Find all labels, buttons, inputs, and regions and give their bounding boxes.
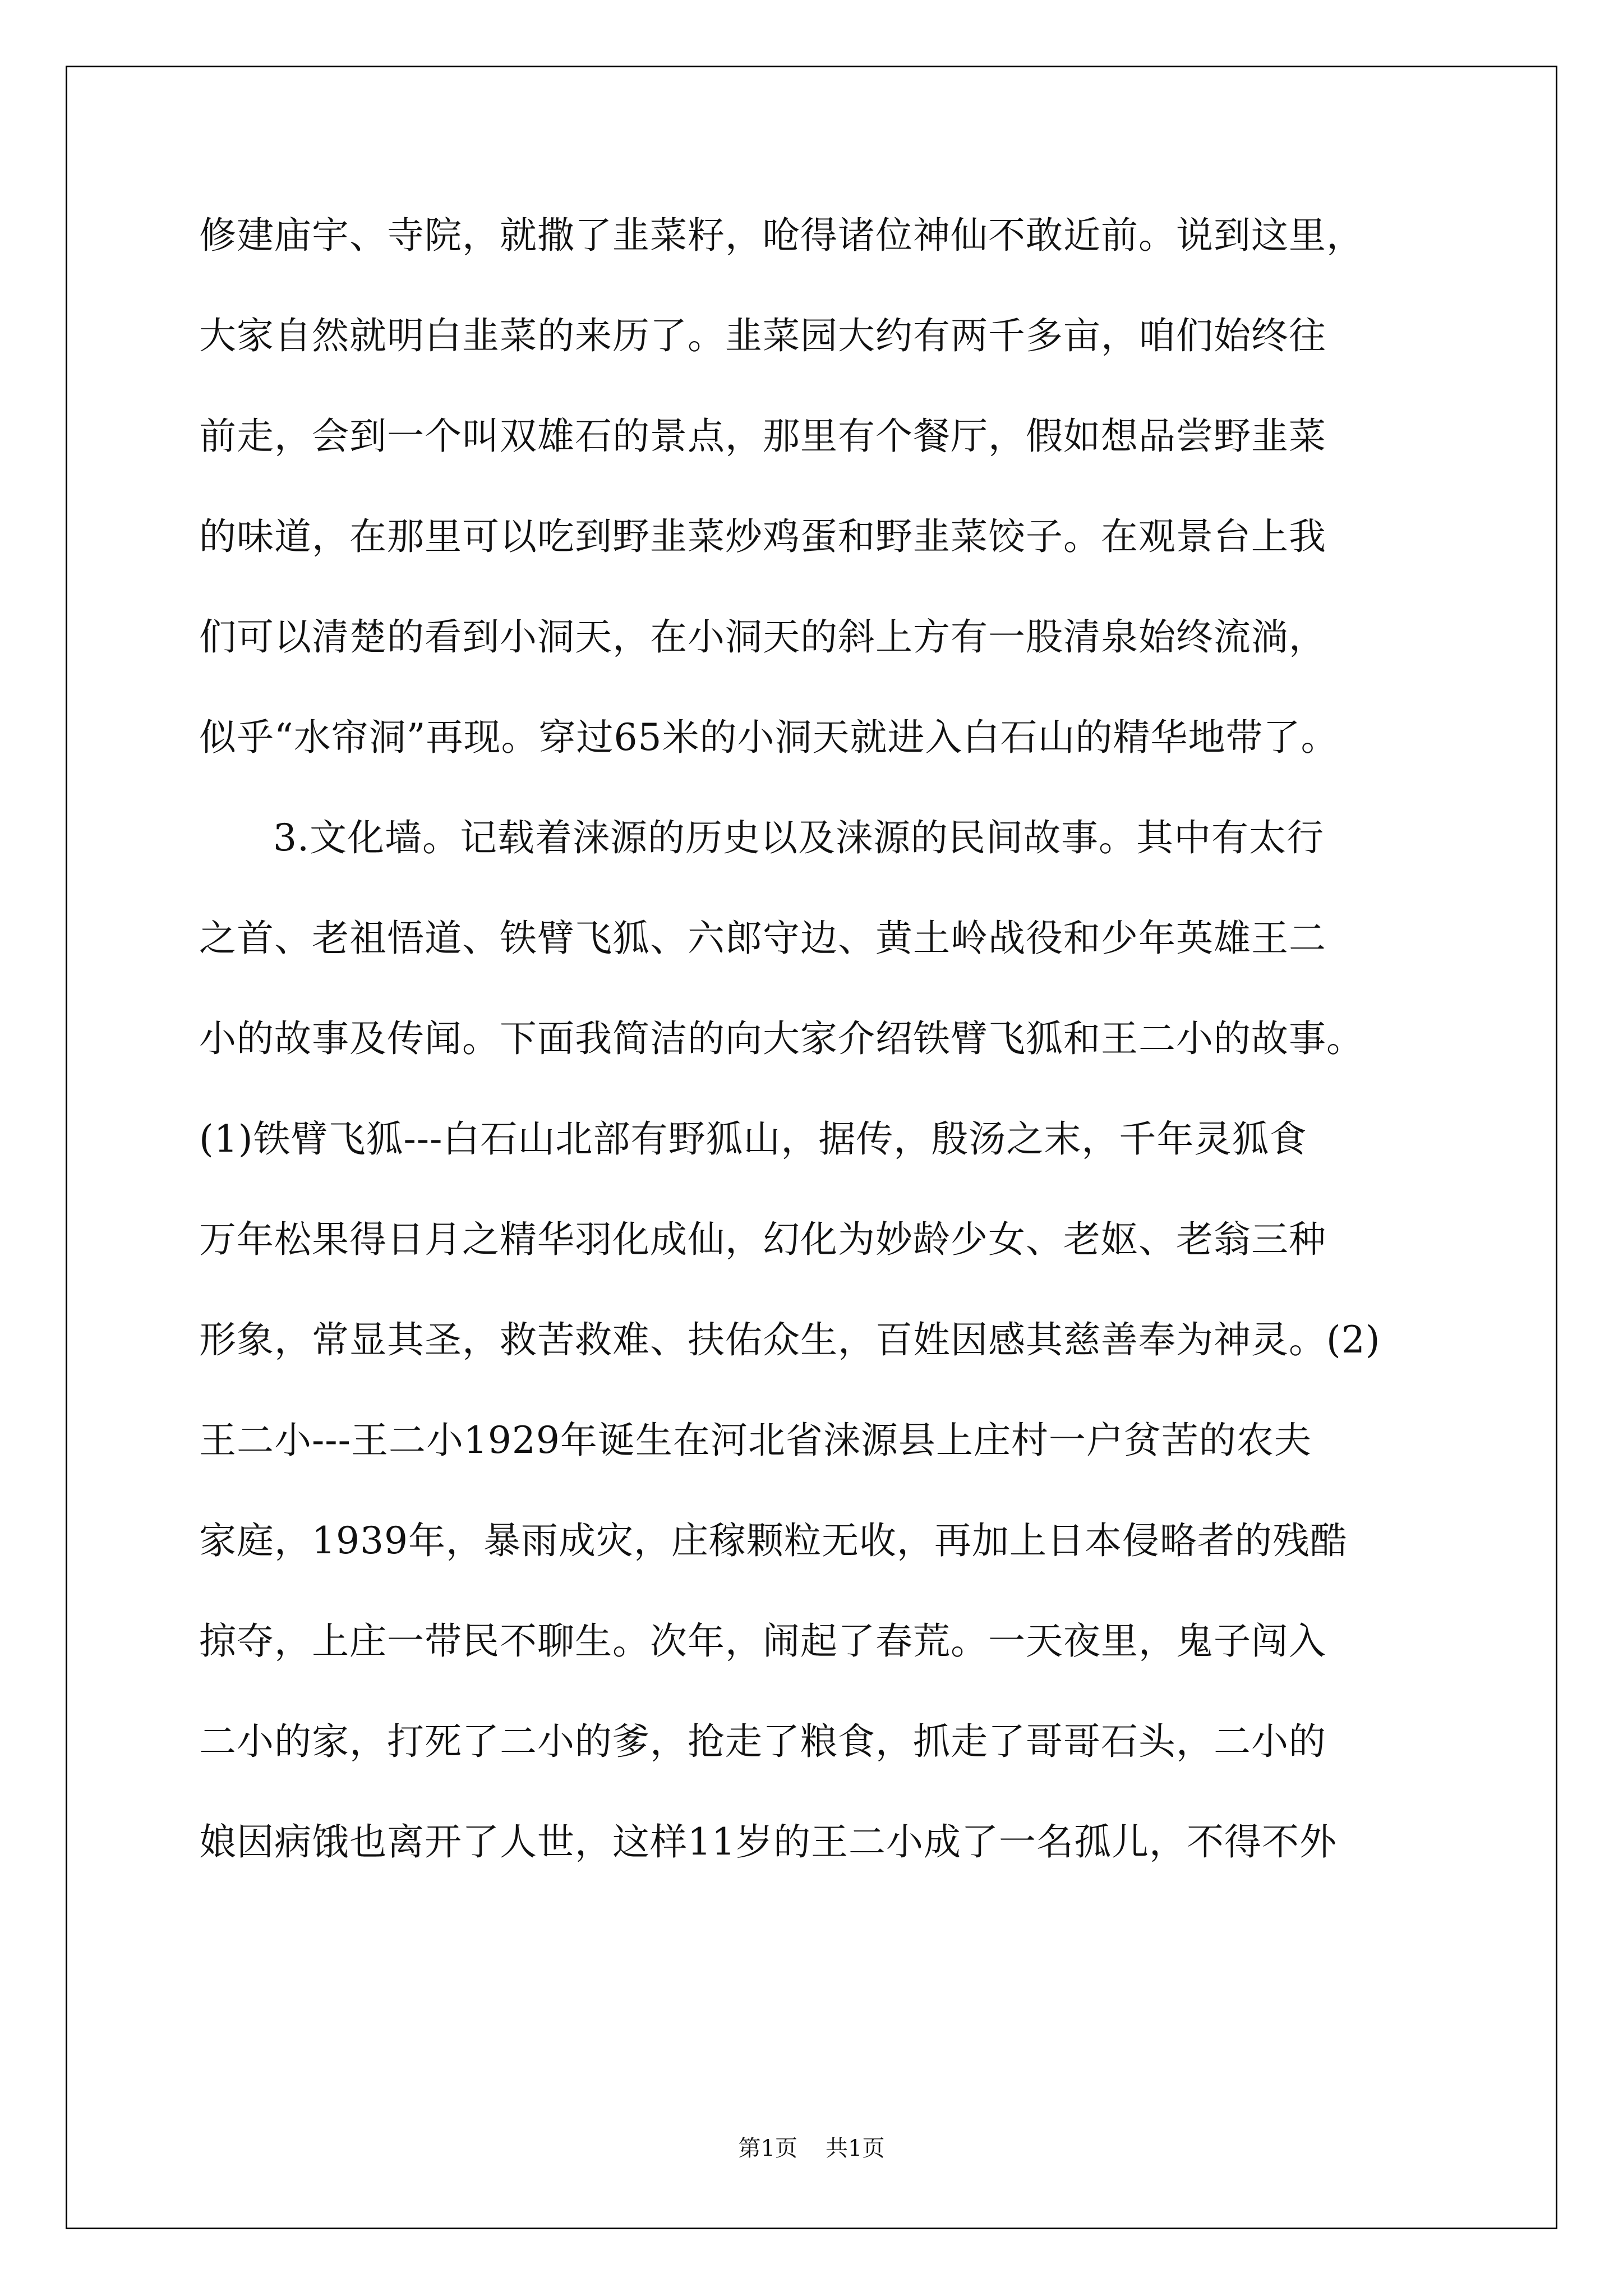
text-line: 家庭，1939年，暴雨成灾，庄稼颗粒无收，再加上日本侵略者的残酷 — [199, 1519, 1348, 1562]
text-line: 之首、老祖悟道、铁臂飞狐、六郎守边、黄土岭战役和少年英雄王二 — [199, 917, 1326, 960]
text-line: (1)铁臂飞狐---白石山北部有野狐山，据传，殷汤之末，千年灵狐食 — [199, 1117, 1307, 1161]
page-number-total: 共1页 — [826, 2136, 885, 2161]
text-line: 掠夺，上庄一带民不聊生。次年，闹起了春荒。一天夜里，鬼子闯入 — [199, 1619, 1326, 1663]
text-line: 似乎“水帘洞”再现。穿过65米的小洞天就进入白石山的精华地带了。 — [199, 716, 1339, 759]
text-line: 形象，常显其圣，救苦救难、扶佑众生，百姓因感其慈善奉为神灵。(2) — [199, 1318, 1381, 1361]
page-number-current: 第1页 — [738, 2136, 797, 2161]
text-line: 二小的家，打死了二小的爹，抢走了粮食，抓走了哥哥石头，二小的 — [199, 1720, 1326, 1763]
text-line: 娘因病饿也离开了人世，这样11岁的王二小成了一名孤儿，不得不外 — [199, 1820, 1337, 1864]
page-footer — [0, 2132, 1623, 2165]
text-line: 们可以清楚的看到小洞天，在小洞天的斜上方有一股清泉始终流淌， — [199, 615, 1326, 659]
text-line: 万年松果得日月之精华羽化成仙，幻化为妙龄少女、老妪、老翁三种 — [199, 1218, 1326, 1261]
text-line: 小的故事及传闻。下面我简洁的向大家介绍铁臂飞狐和王二小的故事。 — [199, 1017, 1364, 1060]
text-line: 大家自然就明白韭菜的来历了。韭菜园大约有两千多亩，咱们始终往 — [199, 314, 1326, 357]
text-line: 的味道，在那里可以吃到野韭菜炒鸡蛋和野韭菜饺子。在观景台上我 — [199, 515, 1326, 558]
document-body — [199, 185, 1433, 1892]
text-line: 前走，会到一个叫双雄石的景点，那里有个餐厅，假如想品尝野韭菜 — [199, 415, 1326, 458]
text-line: 修建庙宇、寺院，就撒了韭菜籽，呛得诸位神仙不敢近前。说到这里， — [199, 214, 1364, 257]
text-line: 3.文化墙。记载着涞源的历史以及涞源的民间故事。其中有太行 — [273, 816, 1324, 859]
text-line: 王二小---王二小1929年诞生在河北省涞源县上庄村一户贫苦的农夫 — [199, 1419, 1312, 1462]
